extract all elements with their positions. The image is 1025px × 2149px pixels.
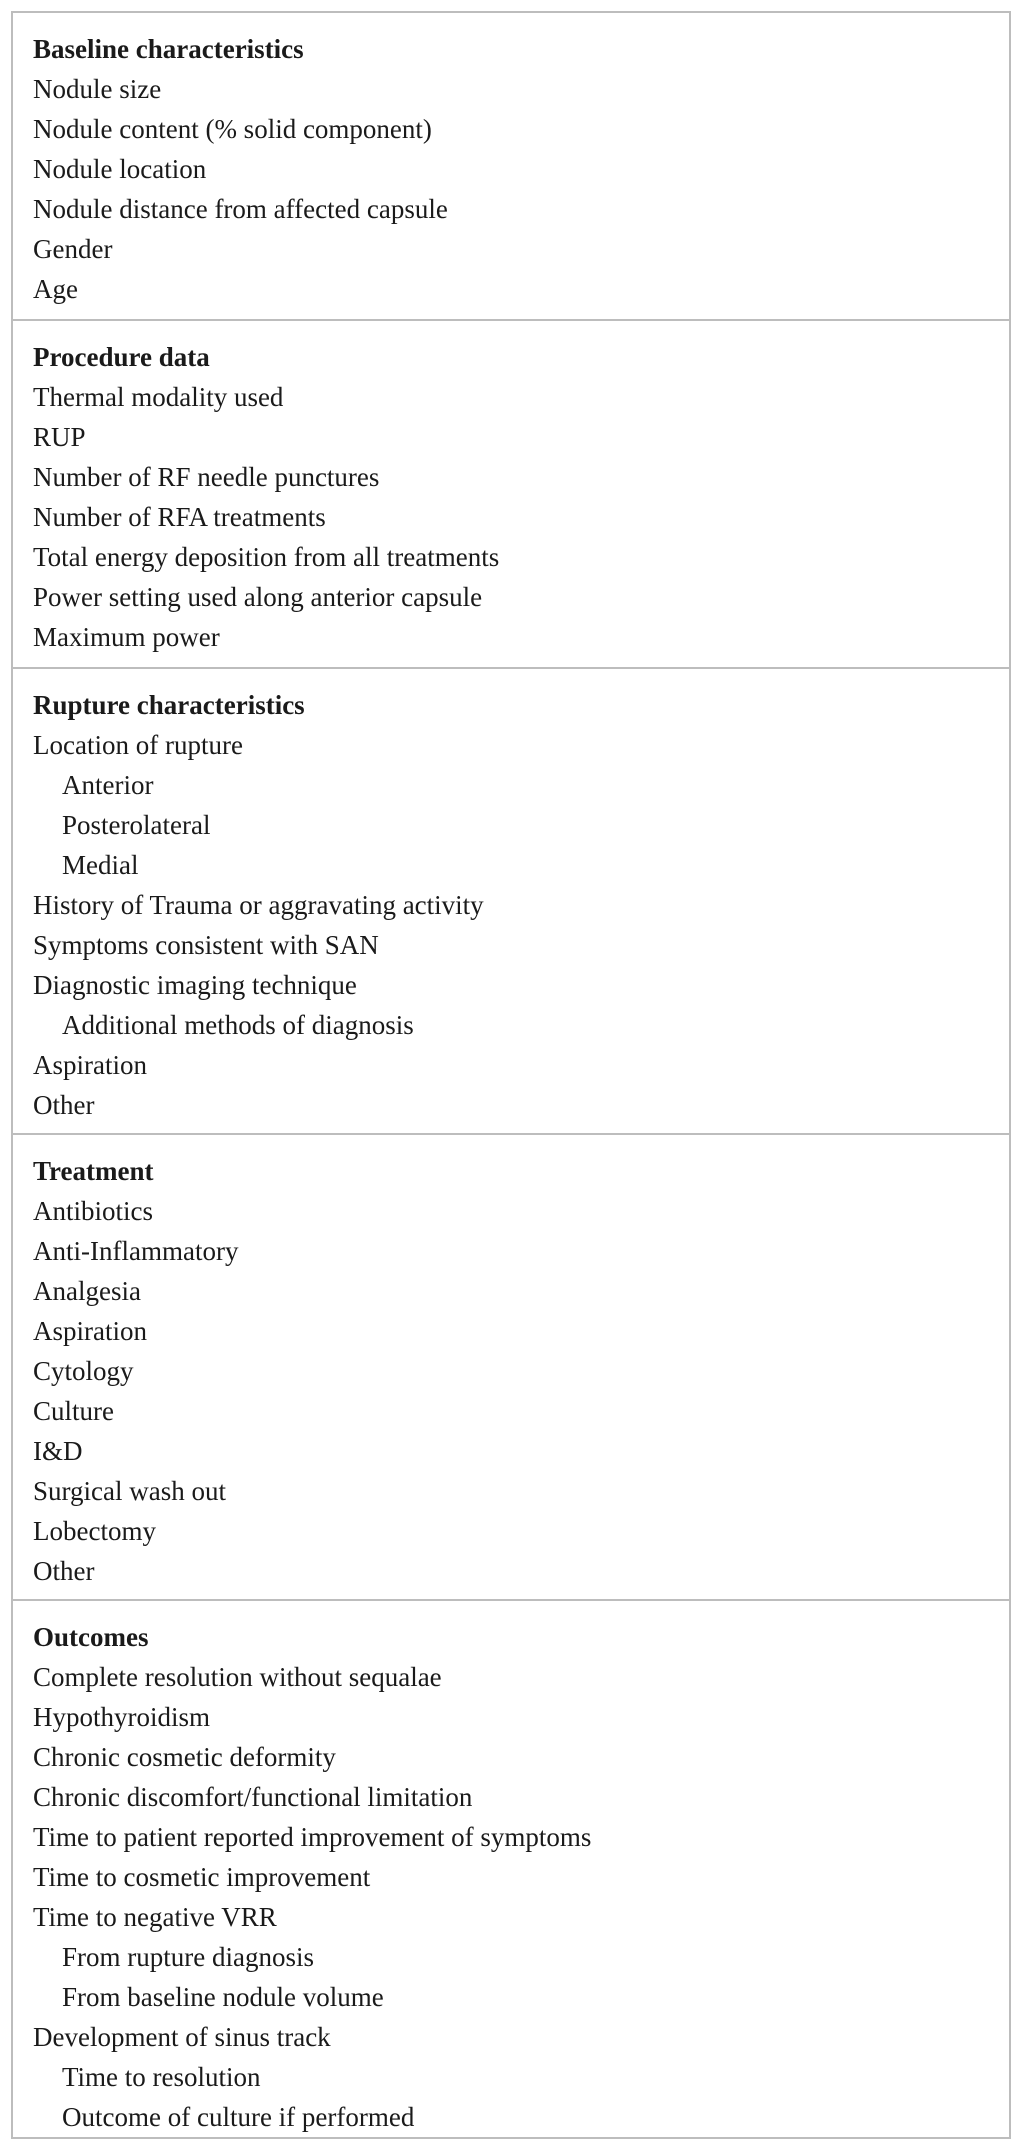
list-item: Nodule size [33,74,162,104]
list-item: Maximum power [33,621,220,652]
list-item: Cytology [33,1356,134,1387]
section-title: Treatment [33,1156,154,1187]
list-item: Lobectomy [33,1516,156,1547]
list-item: Nodule location [33,154,207,184]
list-item: Other [33,1556,95,1587]
list-item: Anti-Inflammatory [33,1236,239,1267]
list-item: Culture [33,1396,114,1427]
list-item: Diagnostic imaging technique [33,969,357,1000]
list-subitem: Additional methods of diagnosis [62,1009,414,1040]
list-item: Time to negative VRR [33,1902,277,1932]
list-item: I&D [33,1436,83,1467]
list-item: Power setting used along anterior capsule [33,581,483,612]
list-item: Hypothyroidism [33,1702,211,1732]
list-item: Time to patient reported improvement of symptoms [33,1822,592,1852]
list-item: Chronic cosmetic deformity [33,1742,336,1772]
list-item: Gender [33,234,113,264]
section-title: Rupture characteristics [33,689,305,720]
list-item: Number of RFA treatments [33,501,326,532]
section-outcomes [13,1601,1009,2137]
list-subitem: From rupture diagnosis [62,1942,314,1972]
list-subitem: Anterior [62,769,154,800]
list-item: Development of sinus track [33,2022,331,2052]
list-subitem: Posterolateral [62,809,211,840]
list-item: Age [33,274,78,304]
list-item: Number of RF needle punctures [33,461,380,492]
list-item: Other [33,1089,95,1120]
list-subitem: Medial [62,849,139,880]
section-rupture-characteristics [13,669,1009,1136]
list-item: Aspiration [33,1049,147,1080]
list-item: Thermal modality used [33,381,284,412]
list-item: RUP [33,421,86,452]
list-item: Location of rupture [33,729,243,760]
data-elements-table [11,11,1011,2139]
section-title: Procedure data [33,341,210,372]
section-treatment [13,1135,1009,1601]
section-title: Baseline characteristics [33,34,304,64]
list-item: Time to cosmetic improvement [33,1862,371,1892]
list-item: Nodule content (% solid component) [33,114,432,144]
list-item: Complete resolution without sequalae [33,1662,442,1692]
list-item: Nodule distance from affected capsule [33,194,448,224]
list-item: Analgesia [33,1276,141,1307]
list-item: Symptoms consistent with SAN [33,929,379,960]
section-title: Outcomes [33,1622,149,1652]
list-item: Total energy deposition from all treatments [33,541,500,572]
list-item: Antibiotics [33,1196,153,1227]
list-item: Surgical wash out [33,1476,226,1507]
list-item: History of Trauma or aggravating activity [33,889,484,920]
list-subitem: Outcome of culture if performed [62,2102,415,2132]
list-subitem: Time to resolution [62,2062,261,2092]
list-item: Aspiration [33,1316,147,1347]
list-item: Chronic discomfort/functional limitation [33,1782,473,1812]
section-procedure-data [13,321,1009,669]
section-baseline-characteristics [13,13,1009,321]
list-subitem: From baseline nodule volume [62,1982,384,2012]
